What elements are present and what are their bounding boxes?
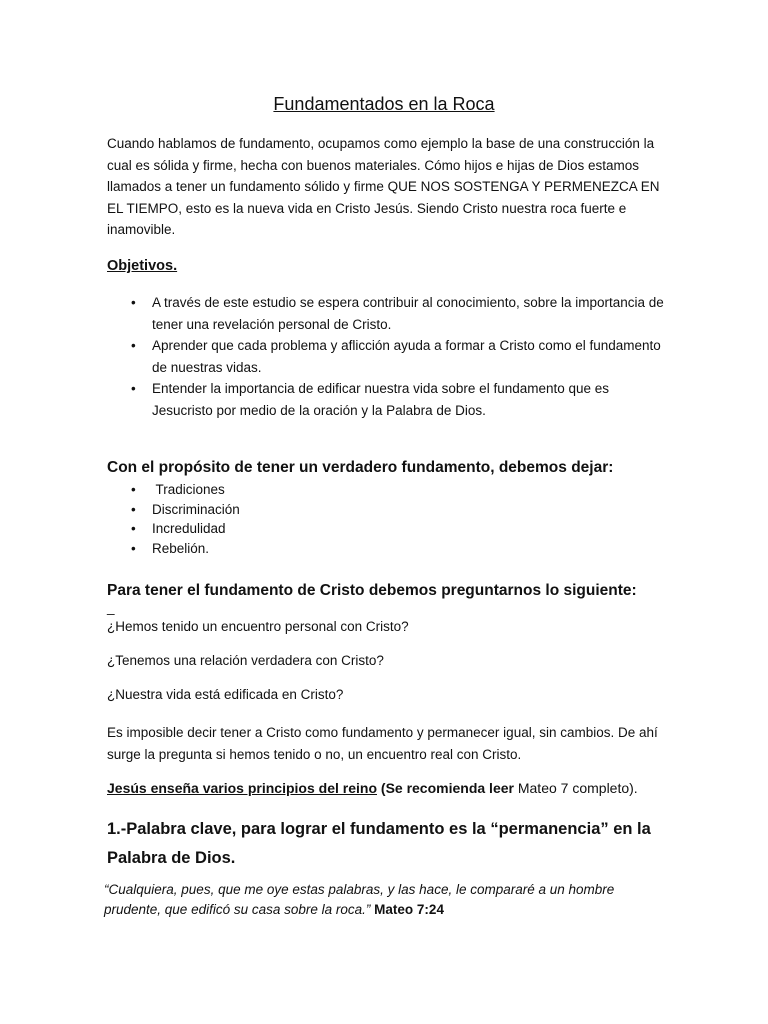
preguntas-heading: Para tener el fundamento de Cristo debemos preguntarnos lo siguiente: [107,582,637,599]
list-item: • Tradiciones [107,480,667,500]
bullet-icon: • [131,381,136,397]
principios-heading: Jesús enseña varios principios del reino [107,780,377,796]
recommend-rest: Mateo 7 completo). [513,780,638,796]
dash-mark: _ [107,600,115,615]
question-1: ¿Hemos tenido un encuentro personal con Cristo? [107,619,409,634]
question-2: ¿Tenemos una relación verdadera con Cristo? [107,653,384,668]
document-title: Fundamentados en la Roca [273,94,495,114]
bullet-icon: • [131,338,136,354]
recommend-label: Se recomienda leer [385,780,514,796]
point-1-heading: 1.-Palabra clave, para lograr el fundamento es la “permanencia” en la Palabra de Dios. [107,820,651,867]
bullet-icon: • [131,521,136,536]
bullet-icon: • [131,501,136,517]
question-3: ¿Nuestra vida está edificada en Cristo? [107,687,344,702]
list-item: • A través de este estudio se espera contribuir al conocimiento, sobre la importancia de tener una revelación personal de Cristo. [107,292,667,335]
list-item: • Discriminación [107,500,667,520]
list-item: • Rebelión. [107,539,667,559]
bullet-icon: • [131,295,136,310]
list-item: • Entender la importancia de edificar nuestra vida sobre el fundamento que es Jesucristo por medio de la oración y la Palabra de Dios. [107,378,667,421]
list-item: • Aprender que cada problema y aflicción ayuda a formar a Cristo como el fundamento de nuestras vidas. [107,335,667,378]
bible-quote [104,880,664,919]
objetivos-list [107,292,667,422]
objetivos-heading: Objetivos. [107,258,178,274]
bullet-icon: • [131,540,136,556]
dejar-heading: Con el propósito de tener un verdadero fundamento, debemos dejar: [107,459,614,476]
intro-paragraph: Cuando hablamos de fundamento, ocupamos como ejemplo la base de una construcción la cual es sólida y firme, hecha con buenos materiales. Cómo hijos e hijas de Dios estamos llamados a tener un fundamento sólido y firme QUE NOS SOSTENGA Y PERMENEZCA EN EL TIEMPO, esto es la nueva vida en Cristo Jesús. Siendo Cristo nuestra roca fuerte e inamovible. [107,136,660,238]
quote-text: “Cualquiera, pues, que me oye estas palabras, y las hace, le compararé a un hombre prudente, que edificó su casa sobre la roca.” [104,882,615,917]
principios-line: Jesús enseña varios principios del reino (Se recomienda leer Mateo 7 completo). [107,780,638,796]
quote-reference: Mateo 7:24 [370,901,444,917]
imposible-paragraph: Es imposible decir tener a Cristo como fundamento y permanecer igual, sin cambios. De ahí surge la pregunta si hemos tenido o no, un encuentro real con Cristo. [107,725,658,762]
bullet-icon: • [131,482,136,497]
dejar-list [107,480,667,558]
list-item: • Incredulidad [107,519,667,539]
